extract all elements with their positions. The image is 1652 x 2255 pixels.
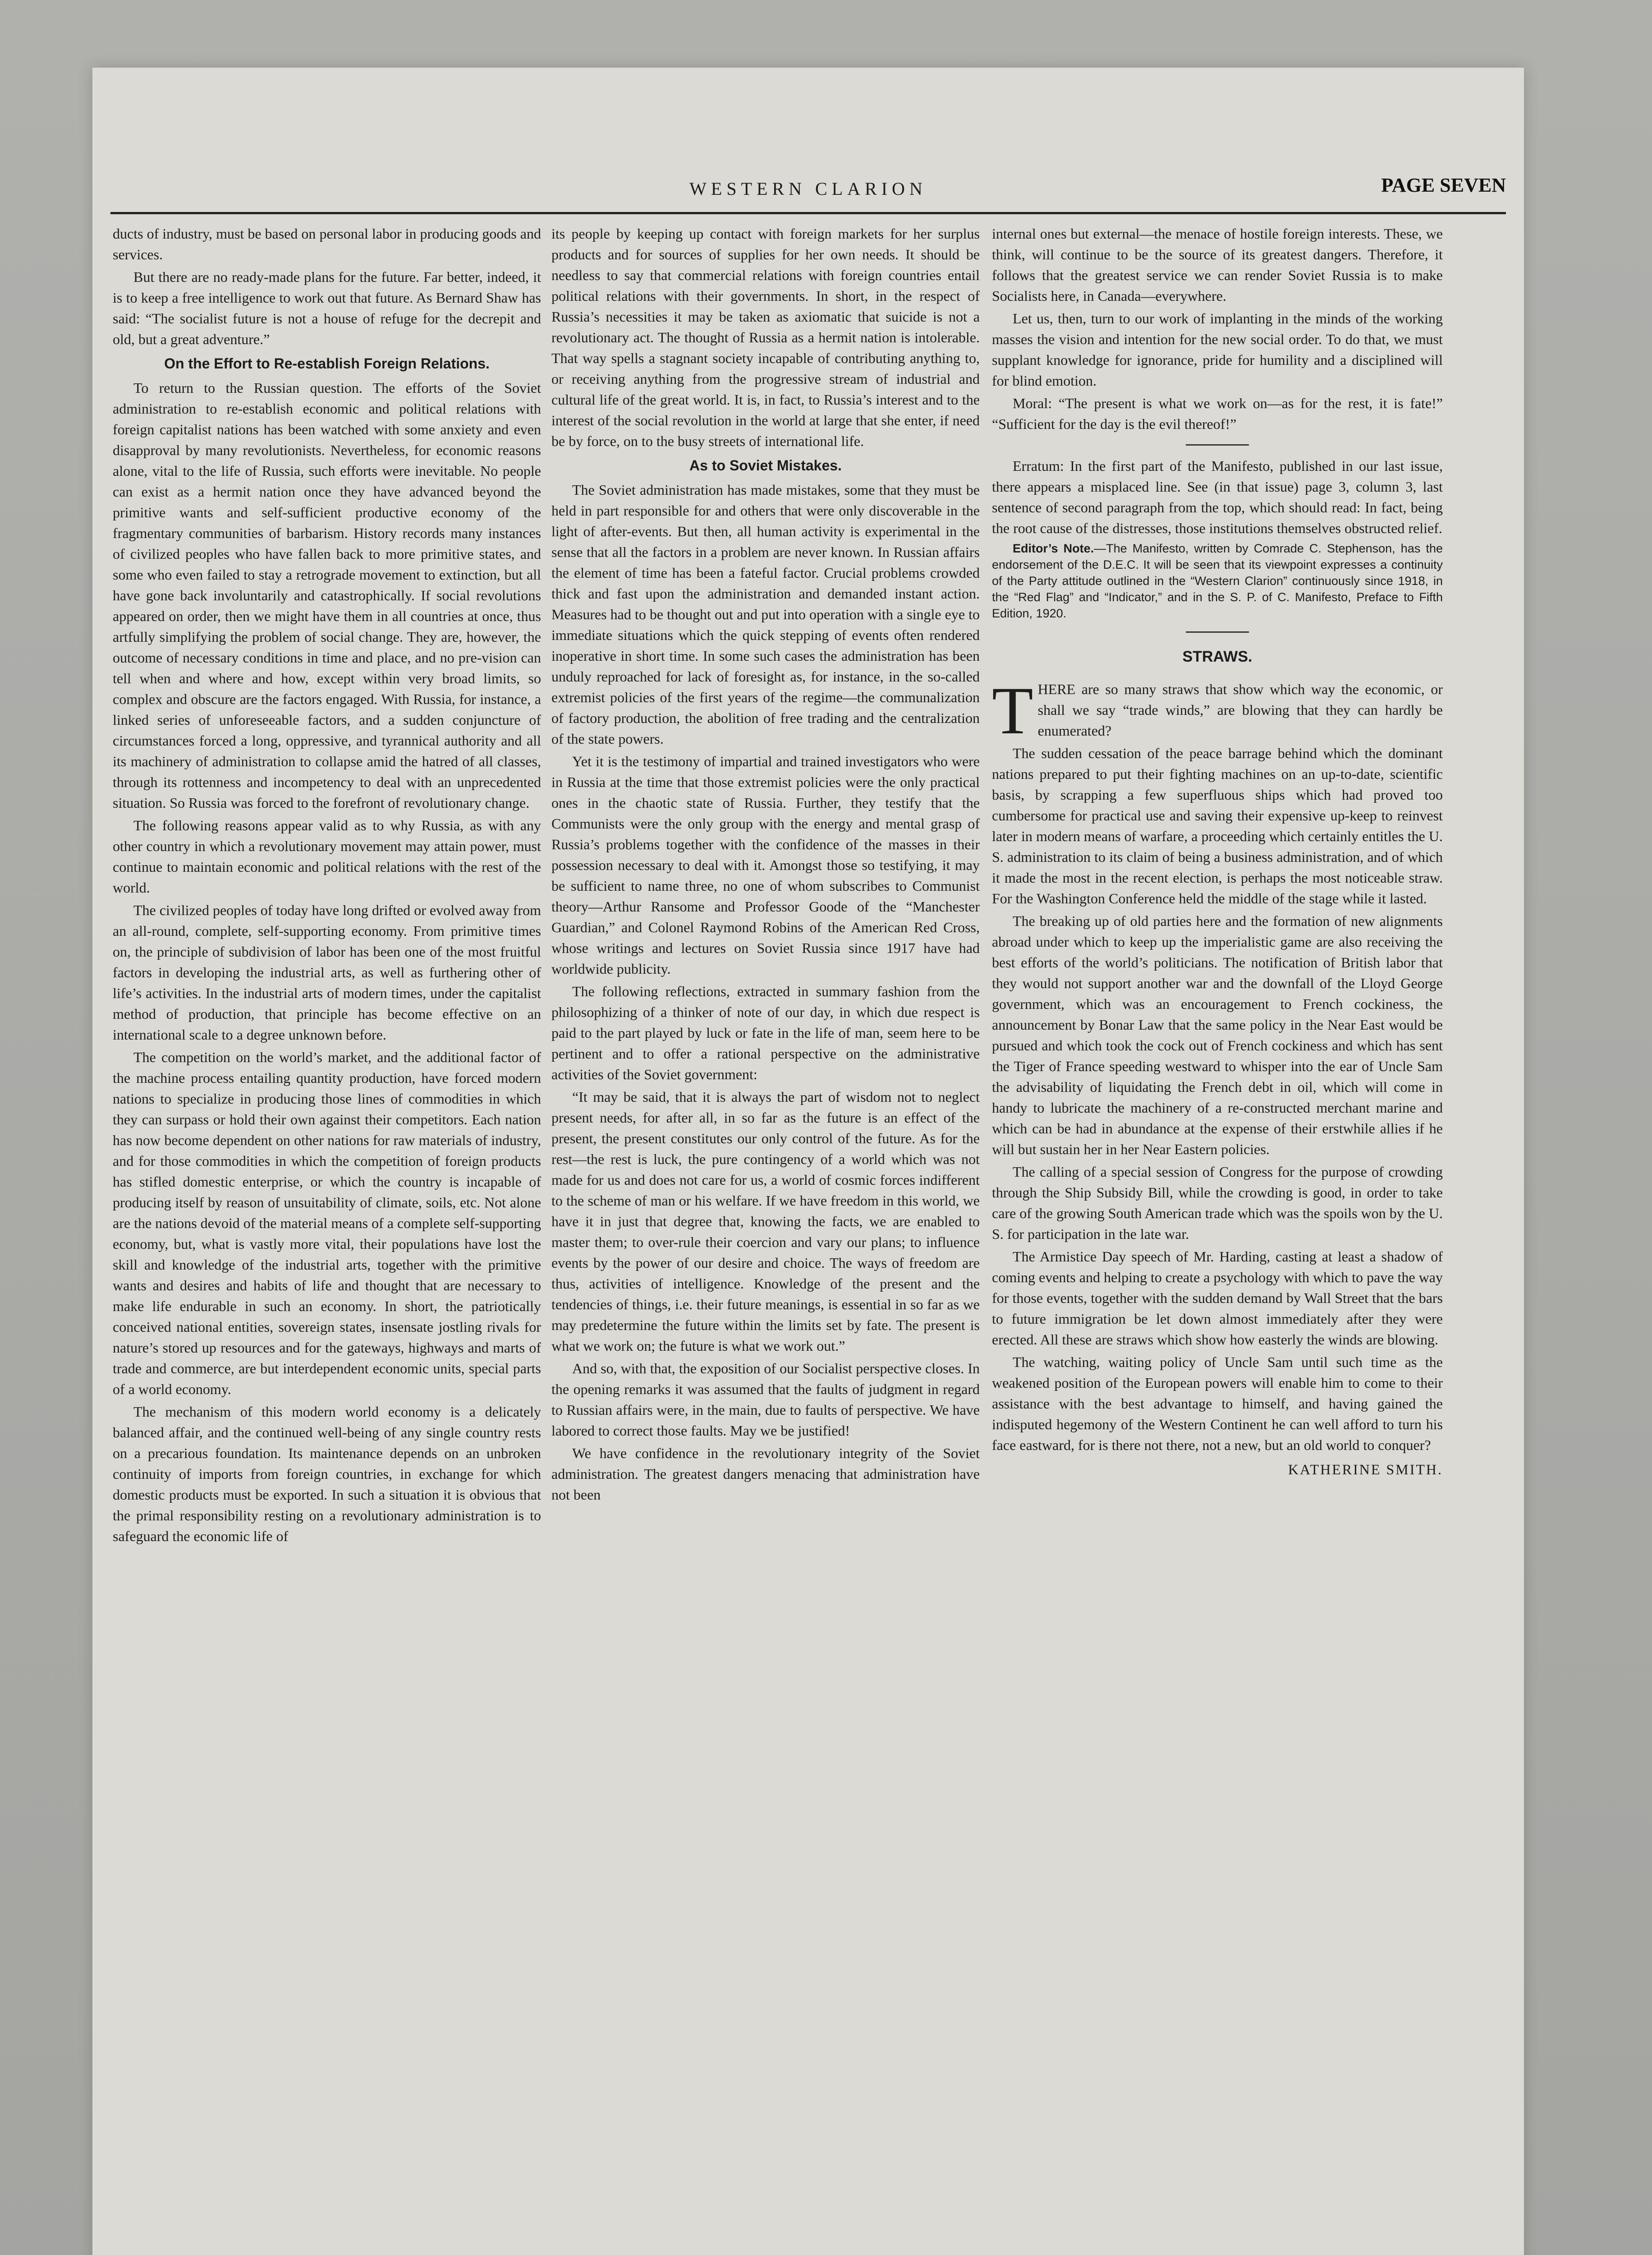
paragraph: The following reasons appear valid as to why Russia, as with any other country in which a revolutionary movement may attain power, must continue to maintain economic and political relations with the rest of the world. (113, 817, 541, 896)
paragraph: To return to the Russian question. The efforts of the Soviet administration to re-establish economic and political relations with foreign capitalist nations has been watched with some anxiety and even disapproval by many revolutionists. Nevertheless, for economic reasons alone, vital to the life of Russia, such efforts were inevitable. No people can exist as a hermit nation once they have advanced beyond the primitive wants and self-sufficient productive economy of the fragmentary communities of barbarism. History records many instances of civilized peoples who have fallen back to more primitive states, and some who even failed to stay a retrograde movement to extinction, but all have gone back involuntarily and catastrophically. If social revolutions appeared on order, then we might have them in all countries at once, thus artfully simplifying the problem of social change. They are, however, the outcome of necessary conditions in time and place, and no pre-vision can tell when and where and how, except within very broad limits, so complex and obscure are the factors engaged. With Russia, for instance, a linked series of unforeseeable factors, and a sudden conjuncture of circumstances forced a long, oppressive, and tyrannical authority and all its machinery of administration to collapse amid the hatred of all classes, through its rottenness and incompetency to deal with an unprecedented situation. So Russia was forced to the forefront of revolutionary change. (113, 380, 541, 811)
page-number: PAGE SEVEN (1381, 174, 1506, 196)
article-opening (992, 673, 1443, 748)
author-signature: KATHERINE SMITH. (1288, 1461, 1443, 1477)
paragraph: And so, with that, the exposition of our Socialist perspective closes. In the opening remarks it was assumed that the faults of judgment in regard to Russian affairs were, in the main, due to faults of perspective. We have labored to correct those faults. May we be justified! (551, 1360, 980, 1439)
drop-cap: T (992, 673, 1033, 748)
editors-note (992, 540, 1443, 621)
paragraph: its people by keeping up contact with foreign markets for her surplus products and for sources of supplies for her own needs. It should be needless to say that commercial relations with foreign countries entail political relations with their governments. In short, in the respect of Russia’s necessities it may be taken as axiomatic that suicide is not a revolutionary act. The thought of Russia as a hermit nation is intolerable. That way spells a stagnant society incapable of contributing anything to, or receiving anything from the progressive stream of industrial and cultural life of the great world. It is, in fact, to Russia’s interest and to the interest of the social revolution in the world at large that she enter, if need be by force, on to the busy streets of international life. (551, 226, 980, 449)
quoted-paragraph: “It may be said, that it is always the part of wisdom not to neglect present needs, for after all, in so far as the future is an effect of the present, the present constitutes our only control of the future. As for the rest—the rest is luck, the pure contingency of a world which was not made for us and does not care for us, a world of cosmic forces indifferent to the scheme of man or his welfare. If we have freedom in this world, we have it in just that degree that, knowing the facts, we are enabled to master them; to over-rule their coercion and vary our plans; to influence events by the power of our desire and choice. The ways of freedom are thus, activities of intelligence. Knowledge of the present and the tendencies of things, i.e. their future meanings, is essential in so far as we may predetermine the future within the limits set by fate. The present is what we work on; the future is what we work out.” (551, 1089, 980, 1354)
page-header (110, 162, 1506, 214)
column-2 (551, 223, 980, 1507)
paragraph: internal ones but external—the menace of hostile foreign interests. These, we think, will continue to be the source of its greatest dangers. Therefore, it follows that the greatest service we can render Soviet Russia is to make Socialists here, in Canada—everywhere. (992, 226, 1443, 304)
paragraph: The breaking up of old parties here and the formation of new alignments abroad under which to keep up the imperialistic game are also receiving the best efforts of the world’s politicians. The notification of British labor that they would not support another war and the downfall of the Lloyd George government, which was an encouragement to French cockiness, the announcement by Bonar Law that the same policy in the Near East would be pursued and which took the cock out of French cockiness and which has sent the Tiger of France speeding westward to whisper into the ear of Uncle Sam the advisability of liquidating the French debt in oil, which will come in handy to lubricate the machinery of a re-constructed merchant marine and which can be had in abundance at the expense of their erstwhile allies if he will but sustain her in her Near Eastern policies. (992, 913, 1443, 1157)
paragraph: The sudden cessation of the peace barrage behind which the dominant nations prepared to put their fighting machines on an up-to-date, scientific basis, by scrapping a few superfluous ships which had proved too cumbersome for practical use and saving their expensive up-keep to reinvest later in modern means of warfare, a proceeding which certainly entitles the U. S. administration to its claim of being a business administration, and of which it made the most in the recent election, is perhaps the most noticeable straw. For the Washington Conference held the middle of the stage while it lasted. (992, 745, 1443, 907)
paragraph: The competition on the world’s market, and the additional factor of the machine process entailing quantity production, have forced modern nations to specialize in producing those lines of commodities in which they can surpass or hold their own against their competitors. Each nation has now become dependent on other nations for raw materials of industry, and for those commodities in which the competition of foreign products has stifled domestic enterprise, or which the country is incapable of producing itself by reason of unsuitability of climate, soils, etc. Not alone are the nations devoid of the material means of a complete self-supporting economy, but, what is vastly more vital, their populations have lost the skill and knowledge of the industrial arts, together with the primitive wants and desires and habits of life and thought that are necessary to make life endurable in such an economy. In short, the patriotically conceived national entities, sovereign states, insensate jostling rivals for nature’s stored up resources and for the gateways, highways and marts of trade and commerce, are but interdependent economic units, special parts of a world economy. (113, 1049, 541, 1397)
paragraph: The Soviet administration has made mistakes, some that they must be held in part responsible for and others that were only discoverable in the light of after-events. But then, all human activity is experimental in the sense that all the factors in a problem are never known. In Russian affairs the element of time has been a fateful factor. Crucial problems crowded thick and fast upon the administration and demanded instant action. Measures had to be thought out and put into operation with a single eye to immediate situations which the quick stepping of events often rendered inoperative in short time. In some such cases the administration has been unduly reproached for lack of foresight as, for instance, in the so-called extremist policies of the first years of the regime—the communalization of factory production, the abolition of free trading and the centralization of the state powers. (551, 482, 980, 747)
paragraph: ducts of industry, must be based on personal labor in producing goods and services. (113, 226, 541, 262)
newspaper-page (92, 68, 1524, 2255)
editors-note-text: —The Manifesto, written by Comrade C. Stephenson, has the endorsement of the D.E.C. It will be seen that its viewpoint expresses a continuity of the Party attitude outlined in the “Western Clarion” continuously since 1918, in the “Red Flag” and “Indicator,” and in the S. P. of C. Manifesto, Preface to Fifth Edition, 1920. (992, 542, 1443, 620)
paragraph: We have confidence in the revolutionary integrity of the Soviet administration. The greatest dangers menacing that administration have not been (551, 1445, 980, 1503)
paragraph: The calling of a special session of Congress for the purpose of crowding through the Ship Subsidy Bill, while the crowding is good, in order to take care of the growing South American trade which was the spoils won by the U. S. for participation in the late war. (992, 1164, 1443, 1242)
paragraph: The mechanism of this modern world economy is a delicately balanced affair, and the continued well-being of any single country rests on a precarious foundation. Its maintenance depends on an unbroken continuity of imports from foreign countries, in exchange for which domestic products must be exported. In such a situation it is obvious that the primal responsibility resting on a revolutionary administration is to safeguard the economic life of (113, 1404, 541, 1544)
section-heading: On the Effort to Re-establish Foreign Relations. (164, 355, 490, 372)
paragraph: Moral: “The present is what we work on—as for the rest, it is fate!” “Sufficient for the day is the evil thereof!” (992, 395, 1443, 432)
editors-note-label: Editor’s Note. (1013, 542, 1094, 555)
paragraph: The watching, waiting policy of Uncle Sam until such time as the weakened position of the European powers will enable him to come to their assistance with the best advantage to himself, and having gained the indisputed hegemony of the Western Continent he can well afford to turn his face eastward, for is there not there, not a new, but an old world to conquer? (992, 1354, 1443, 1453)
column-3 (992, 223, 1443, 1480)
paragraph: Let us, then, turn to our work of implanting in the minds of the working masses the vision and intention for the new social order. To do that, we must supplant knowledge for ignorance, pride for humility and a disciplined will for blind emotion. (992, 310, 1443, 389)
paragraph: The civilized peoples of today have long drifted or evolved away from an all-round, complete, self-supporting economy. From primitive times on, the principle of subdivision of labor has been one of the most fruitful factors in developing the industrial arts, as well as furthering other of life’s activities. In the industrial arts of modern times, under the capitalist method of production, that principle has become effective on an international scale to a degree unknown before. (113, 902, 541, 1043)
column-1 (113, 223, 541, 1548)
divider (1186, 631, 1249, 633)
article-title: STRAWS. (1182, 648, 1253, 665)
opening-text: HERE are so many straws that show which way the economic, or shall we say “trade winds,” are blowing that they can hardly be enumerated? (1037, 681, 1443, 739)
paragraph: The Armistice Day speech of Mr. Harding, casting at least a shadow of coming events and helping to create a psychology with which to pave the way for those events, together with the sudden demand by Wall Street that the bars to future immigration be let down almost immediately after they were erected. All these are straws which show how easterly the winds are blowing. (992, 1248, 1443, 1348)
section-heading: As to Soviet Mistakes. (689, 457, 842, 474)
paragraph: The following reflections, extracted in summary fashion from the philosophizing of a thinker of note of our day, in which due respect is paid to the part played by luck or fate in the life of man, seem here to be pertinent and to offer a rational perspective on the administrative activities of the Soviet government: (551, 983, 980, 1082)
erratum-paragraph: Erratum: In the first part of the Manifesto, published in our last issue, there appears a misplaced line. See (in that issue) page 3, column 3, last sentence of second paragraph from the top, which should read: In fact, being the root cause of the distresses, those institutions themselves obstructed relief. (992, 458, 1443, 536)
divider (1186, 444, 1249, 446)
newspaper-title: WESTERN CLARION (689, 179, 927, 199)
paragraph: But there are no ready-made plans for the future. Far better, indeed, it is to keep a free intelligence to work out that future. As Bernard Shaw has said: “The socialist future is not a house of refuge for the decrepit and old, but a great adventure.” (113, 269, 541, 347)
paragraph: Yet it is the testimony of impartial and trained investigators who were in Russia at the time that those extremist policies were the only practical ones in the chaotic state of Russia. Further, they testify that the Communists were the only group with the energy and mental grasp of Russia’s problems together with the confidence of the masses in their possession necessary to deal with it. Amongst those so testifying, it may be sufficient to name three, no one of whom subscribes to Communist theory—Arthur Ransome and Professor Goode of the “Manchester Guardian,” and Colonel Raymond Robins of the American Red Cross, whose writings and lectures on Soviet Russia since 1917 have had worldwide publicity. (551, 753, 980, 977)
